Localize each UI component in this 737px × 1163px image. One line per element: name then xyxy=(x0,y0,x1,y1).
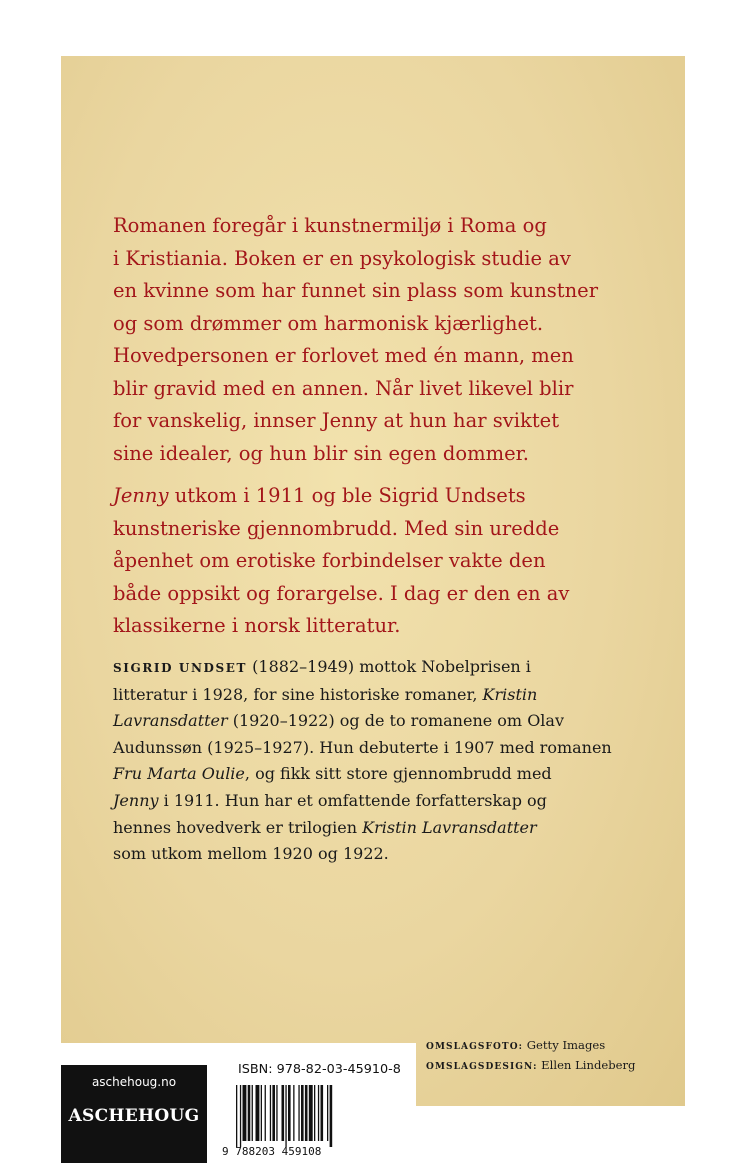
bio-title-italic: Fru Marta Oulie xyxy=(113,764,245,784)
blurb-line: sine idealer, og hun blir sin egen dommer. xyxy=(113,441,529,465)
bio-line: i 1911. Hun har et omfattende forfatterskap og xyxy=(158,790,547,810)
barcode-bar xyxy=(282,1085,285,1141)
blurb-line: både oppsikt og forargelse. I dag er den en av xyxy=(113,581,570,605)
publisher-url: aschehoug.no xyxy=(91,1075,177,1089)
blurb-line: åpenhet om erotiske forbindelser vakte den xyxy=(113,549,546,572)
bio-line: (1920–1922) og de to romanene om Olav xyxy=(227,711,564,731)
blurb-line: for vanskelig, innser Jenny at hun har sviktet xyxy=(113,409,560,432)
barcode-bar xyxy=(309,1085,313,1141)
author-name: SIGRID UNDSET xyxy=(113,661,248,675)
blurb-line: blir gravid med en annen. Når livet likevel blir xyxy=(113,376,574,400)
cover-credits xyxy=(426,1036,686,1076)
barcode-bar xyxy=(240,1085,241,1147)
bio-line: , og fikk sitt store gjennombrudd med xyxy=(244,764,552,784)
barcode-bar xyxy=(272,1085,275,1141)
bio-title-italic: Kristin xyxy=(482,684,538,704)
barcode-bar xyxy=(256,1085,260,1141)
blurb-line: og som drømmer om harmonisk kjærlighet. xyxy=(113,311,544,335)
blurb-line: i Kristiania. Boken er en psykologisk studie av xyxy=(113,246,571,270)
bio-title-italic: Jenny xyxy=(113,790,159,810)
photo-credit-label: OMSLAGSFOTO: xyxy=(426,1042,524,1052)
barcode-bar xyxy=(293,1085,294,1141)
barcode-bar xyxy=(261,1085,262,1141)
bio-line: litteratur i 1928, for sine historiske romaner, xyxy=(113,684,483,704)
photo-credit xyxy=(426,1036,686,1056)
barcode-bar xyxy=(321,1085,324,1141)
author-bio xyxy=(113,654,673,868)
barcode-bar xyxy=(298,1085,299,1141)
barcode-bar xyxy=(330,1085,333,1147)
design-credit xyxy=(426,1056,686,1076)
publisher-name: ASCHEHOUG xyxy=(68,1106,200,1126)
barcode-bar xyxy=(270,1085,271,1141)
publisher-logo xyxy=(61,1065,207,1163)
bio-line: (1882–1949) mottok Nobelprisen i xyxy=(247,657,531,676)
barcode-icon xyxy=(222,1085,397,1157)
barcode-bar xyxy=(327,1085,328,1141)
barcode-bar xyxy=(285,1085,286,1147)
barcode-bar xyxy=(318,1085,319,1141)
design-credit-value: Ellen Lindeberg xyxy=(537,1058,636,1072)
barcode-bar xyxy=(236,1085,237,1147)
blurb-line: kunstneriske gjennombrudd. Med sin uredde xyxy=(113,516,560,540)
design-credit-label: OMSLAGSDESIGN: xyxy=(426,1062,538,1072)
barcode-bar xyxy=(248,1085,251,1141)
barcode-bar xyxy=(265,1085,266,1141)
blurb-paragraph-1 xyxy=(113,210,673,470)
barcode-bar xyxy=(243,1085,247,1141)
book-title-italic: Jenny xyxy=(113,484,169,507)
isbn-label: ISBN: 978-82-03-45910-8 xyxy=(238,1062,401,1077)
blurb-line: Hovedpersonen er forlovet med én mann, men xyxy=(113,344,574,367)
barcode-bar xyxy=(305,1085,308,1141)
barcode-bar xyxy=(276,1085,277,1141)
barcode-bar xyxy=(301,1085,304,1141)
blurb-paragraph-2 xyxy=(113,480,673,643)
blurb-line: en kvinne som har funnet sin plass som kunstner xyxy=(113,279,599,302)
bio-line: hennes hovedverk er trilogien xyxy=(113,817,363,837)
bio-line: Audunssøn (1925–1927). Hun debuterte i 1907 med romanen xyxy=(113,737,612,757)
blurb-line: Romanen foregår i kunstnermiljø i Roma og xyxy=(113,214,547,237)
blurb-text xyxy=(113,210,673,643)
barcode-bar xyxy=(288,1085,291,1141)
bio-title-italic: Kristin Lavransdatter xyxy=(362,817,537,837)
barcode-bar xyxy=(314,1085,315,1141)
barcode-bar xyxy=(252,1085,253,1141)
photo-credit-value: Getty Images xyxy=(523,1038,606,1052)
blurb-line: klassikerne i norsk litteratur. xyxy=(113,614,401,637)
blurb-line: utkom i 1911 og ble Sigrid Undsets xyxy=(168,484,526,507)
author-bio-paragraph xyxy=(113,654,673,868)
bio-title-italic: Lavransdatter xyxy=(113,711,228,731)
bio-line: som utkom mellom 1920 og 1922. xyxy=(113,844,389,864)
barcode-digits: 9 788203 459108 xyxy=(222,1145,322,1157)
